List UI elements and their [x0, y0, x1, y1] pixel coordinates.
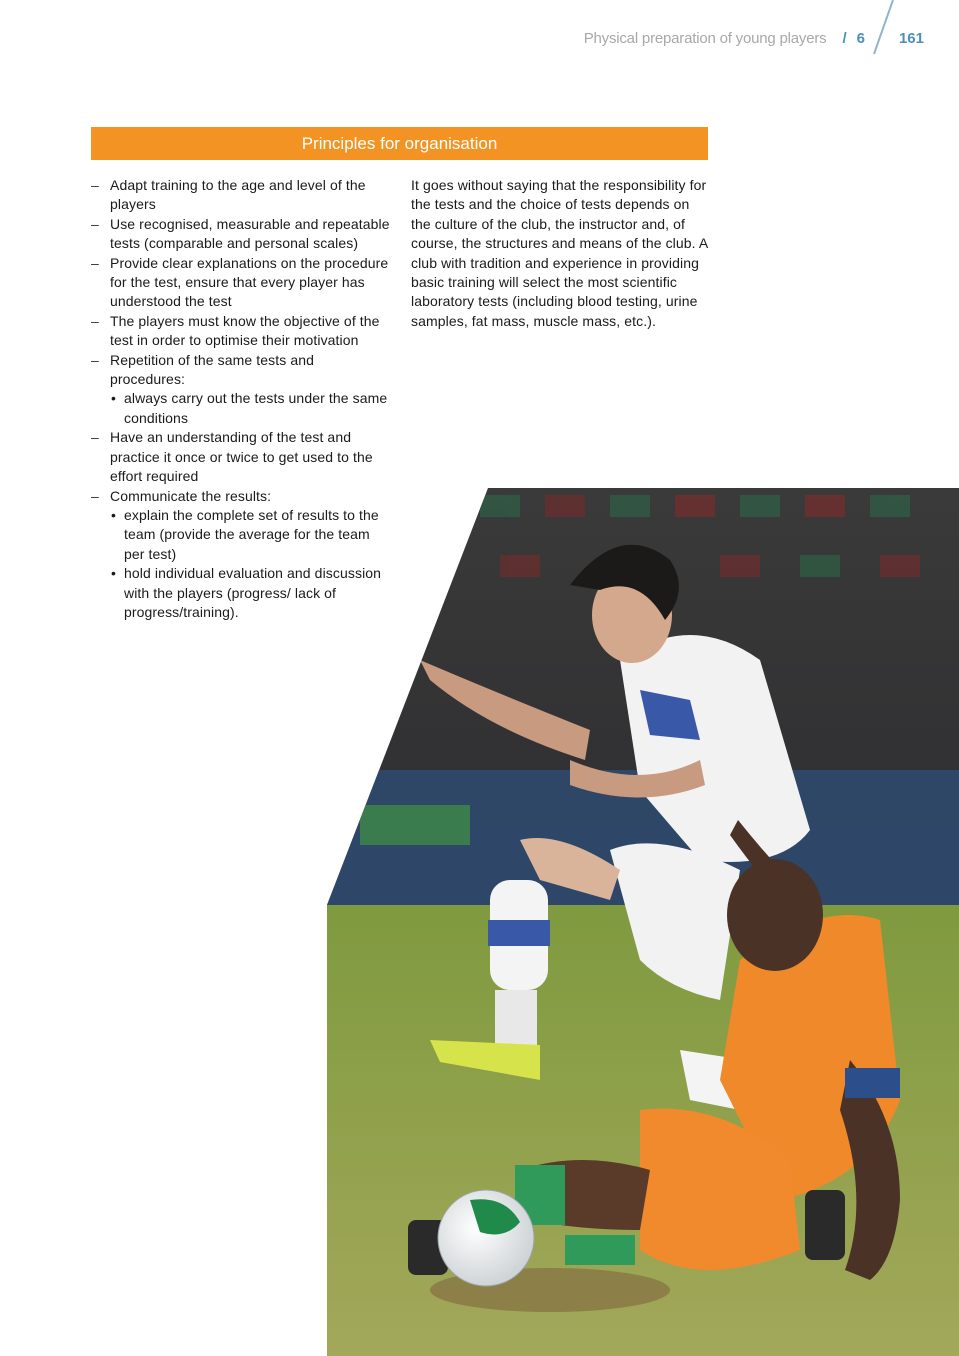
chapter-number: 6 [856, 29, 865, 47]
header-separator: / [842, 29, 847, 47]
banner-title: Principles for organisation [301, 133, 498, 153]
principle-text: Repetition of the same tests and procedures: [110, 351, 314, 388]
principle-sub-item: • hold individual evaluation and discussion with the players (progress/ lack of progress/training). [110, 564, 391, 622]
principle-text: Communicate the results: [110, 487, 272, 504]
principle-text: Have an understanding of the test and practice it once or twice to get used to the effort required [110, 429, 373, 485]
running-title: Physical preparation of young players [583, 29, 827, 47]
principle-text: Use recognised, measurable and repeatable tests (comparable and personal scales) [110, 215, 390, 252]
principle-text: The players must know the objective of the test in order to optimise their motivation [110, 312, 380, 349]
page-number: 161 [898, 29, 924, 47]
principle-text: Provide clear explanations on the procedure for the test, ensure that every player has understood the test [110, 254, 389, 310]
intro-paragraph: It goes without saying that the responsibility for the tests and the choice of tests depends on the culture of the club, the instructor and, of course, the structures and means of the club. A club with tradition and experience in providing basic training will select the most scientific laboratory tests (including blood testing, urine samples, fat mass, muscle mass, etc.). [411, 177, 708, 329]
principle-sub-item: • explain the complete set of results to the team (provide the average for the team per test) [110, 506, 391, 564]
principle-text: Adapt training to the age and level of the players [110, 177, 366, 213]
principle-sub-item: • always carry out the tests under the same conditions [110, 389, 391, 428]
football [438, 1190, 534, 1286]
